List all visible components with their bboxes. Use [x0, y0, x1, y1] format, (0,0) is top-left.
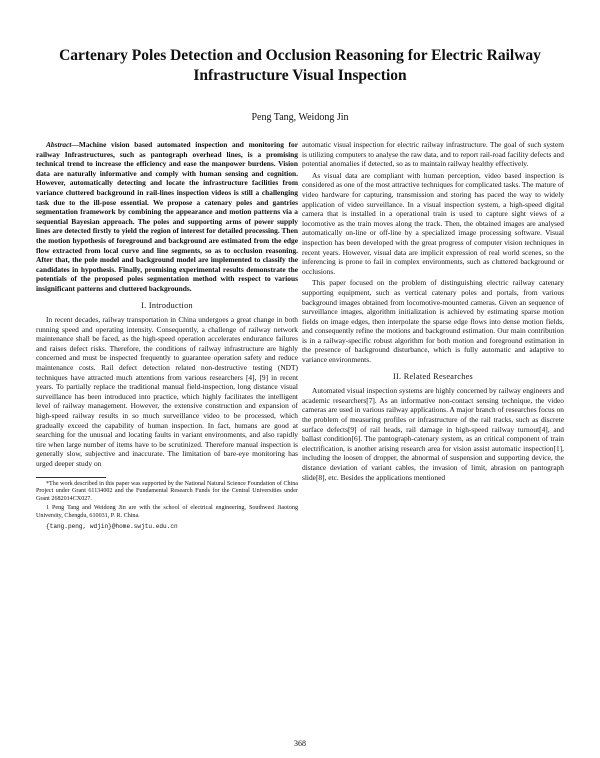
body-paragraph: Automated visual inspection systems are highly concerned by railway engineers and academic researchers[7]. As an informative non-contact sensing technique, the video cameras are used in various railway applications. A major branch of researches focus on the problem of measuring profiles or infrastructure of the rail tracks, such as discrete surface defects[9] of rail heads, rail damage in high-speed railway turnout[4], and ballast condition[6]. The pantograph-catenary system, as an critical component of train electrification, is another arising research area for vision assist automatic inspection[1], including the loosen of dropper, the abnormal of suspension and supporting device, the distance deviation of variant cables, the invasion of limit, abrasion on pantograph slide[8], etc. Besides the applications mentioned	[302, 386, 564, 482]
abstract	[36, 140, 298, 294]
abstract-text: Machine vision based automated inspection and monitoring for railway Infrastructures, such as pantograph overhead lines, is a promising technical trend to increase the efficiency and ease the manpower burdens. Vision data are naturally informative and comply with human sensing and cognition. However, automatically detecting and locate the infrastructure facilities from variance cluttered background in rail-lines inspection videos is still a challenging task due to the ill-pose essential. We propose a catenary poles and gantries segmentation framework by combining the appearance and motion patterns via a sequential Bayesian approach. The poles and supporting arms of power supply lines are detected firstly to yield the region of interest for detailed processing. Then the motion hypothesis of foreground and background are estimated from the edge flow extracted from local curve and line segments, so as to occlusion reasoning. After that, the pole model and background model are implemented to classify the candidates in hypothesis. Finally, promising experimental results demonstrate the potentials of the proposed poles segmentation method with respect to various insignificant patterns and cluttered backgrounds.	[36, 140, 298, 293]
left-column	[36, 140, 298, 532]
paper-title: Cartenary Poles Detection and Occlusion Reasoning for Electric Railway Infrastructure Visual Inspection	[59, 47, 541, 84]
body-paragraph: As visual data are compliant with human perception, video based inspection is considered as one of the most attractive techniques for complicated tasks. The mature of video hardware for capturing, transmission and storing has paced the way to widely application of video surveillance. In a visual inspection system, a high-speed digital camera that is installed in a operational train is used to capture sight views of a locomotive as the train moves along the track. Then, the obtained images are analysed automatically on-line or off-line by a specialized image processing software. Visual inspection has been developed with the great progress of computer vision techniques in recent years. However, visual data are implicit expression of real world scenes, so the inferencing is prone to fail in complex environments, such as cluttered background or occlusions.	[302, 170, 564, 276]
footnote-funding: *The work described in this paper was supported by the National Natural Science Foundation of China Project under Grant 61134002 and the Fundamental Research Funds for the Central Universities under Grant 2682014CX027.	[36, 480, 298, 502]
section-heading-introduction: I. Introduction	[141, 300, 193, 310]
section-heading-related: II. Related Researches	[392, 371, 474, 381]
footnote-divider	[36, 477, 106, 478]
body-paragraph: automatic visual inspection for electric railway infrastructure. The goal of such system is utilizing computers to analyse the raw data, and to report rail-road facility defects and potential anomalies if detected, so as to maintain railway healthy effectively.	[302, 140, 564, 169]
footnote-affiliation: 1 Peng Tang and Weidong Jin are with the school of electrical engineering, Southwest Jiaotong University, Chengdu, 610031, P. R. China.	[36, 505, 298, 519]
footnote-email: {tang.peng, wdjin}@home.swjtu.edu.cn	[46, 522, 178, 530]
paper-authors: Peng Tang, Weidong Jin	[251, 112, 349, 123]
intro-paragraph: In recent decades, railway transportation in China undergoes a great change in both running speed and operating intensity. Consequently, a challenge of railway network maintenance shall be faced, as the high-speed operation accelerates endurance failures and raises defect risks. Therefore, the conditions of railway infrastructure are highly concerned and must be inspected frequently to guarantee operation safety and reduce maintenance costs. Rail defect detection related non-destructive testing (NDT) techniques have attracted much attentions from various researchers [4], [9] in recent years. To partially replace the traditional manual field-inspection, long distance visual surveillance has been introduced into practice, which highly facilitates the intelligent level of railway management. However, the extensive construction and expansion of high-speed railway results in so much surveillance video to be processed, which gradually exceed the capability of human inspection. In fact, humans are good at searching for the unusual and locating faults in variant environments, and also rapidly tire when large number of items have to be scrutinized. Therefore manual inspection is generally slow, subjective and inaccurate. The limitation of bare-eye monitoring has urged deeper study on	[36, 315, 298, 468]
page-number: 368	[294, 739, 306, 748]
abstract-lead: Abstract—	[46, 140, 79, 149]
body-paragraph: This paper focused on the problem of distinguishing electric railway catenary supporting equipment, such as vertical catenary poles and portals, from various background images obtained from locomotive-mounted cameras. Given an sequence of surveillance images, algorithm initialization is achieved by estimating sparse motion fields on image edges, then interpolate the sparse edge flows into dense motion fields, and consequently refine the motions and background estimation. Our main contribution is in a railway-specific robust algorithm for both motion and foreground estimation in the presence of background disturbance, which is fully automatic and adaptive to variance environments.	[302, 278, 564, 365]
right-column	[302, 140, 564, 484]
